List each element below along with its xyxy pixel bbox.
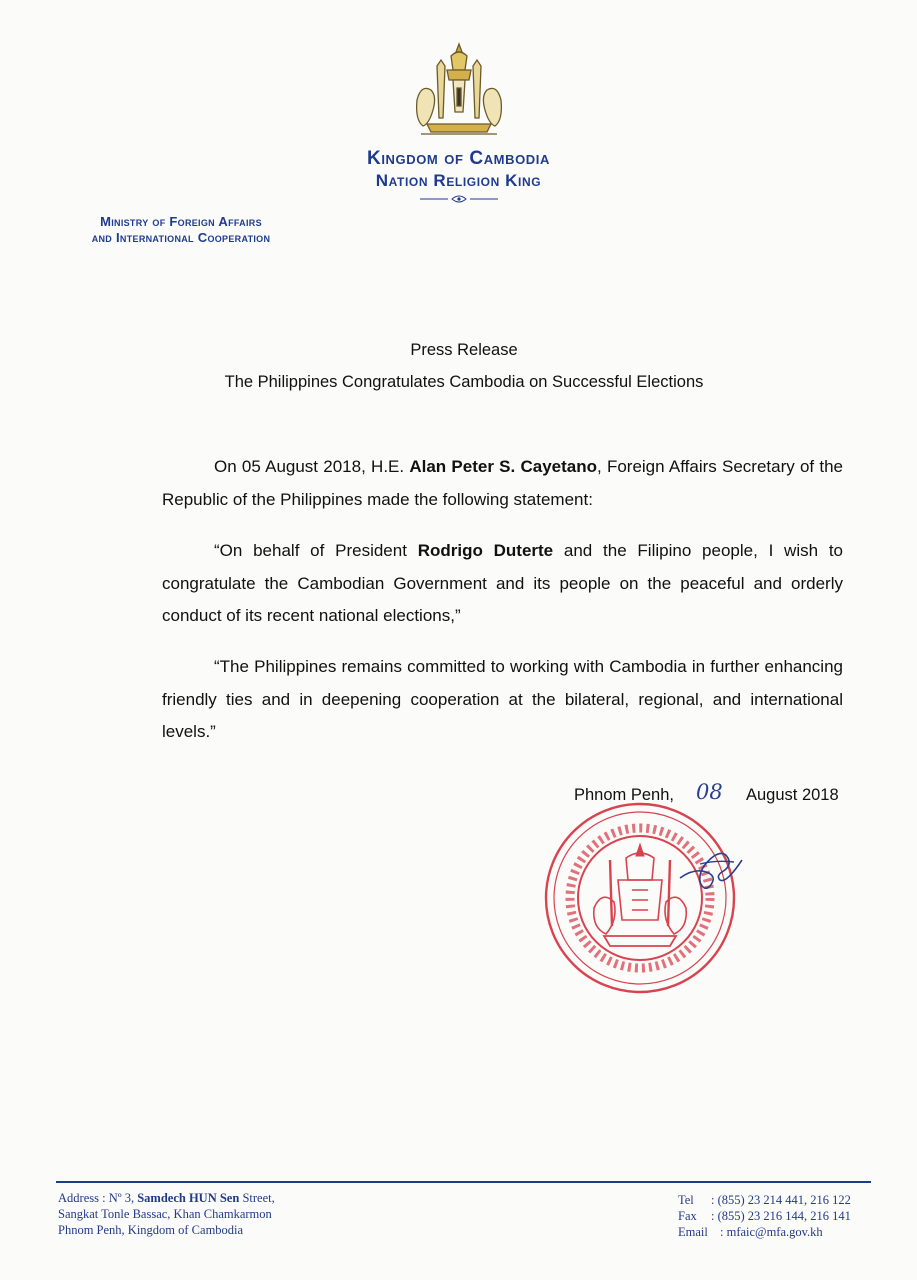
quote1-text-end: and the Filipino people, I wish to congratulate the Cambodian Government and its people on the peaceful and orderly conduct of its recent national elections,”: [162, 541, 844, 625]
address-street-suffix: Street,: [239, 1191, 275, 1205]
email-value: : mfaic@mfa.gov.kh: [720, 1225, 823, 1239]
paragraph-intro: [162, 451, 843, 516]
address-line-2: Sangkat Tonle Bassac, Khan Chamkarmon: [58, 1207, 272, 1221]
footer-contact: [678, 1192, 851, 1240]
email-line: [678, 1224, 851, 1240]
address-prefix: Address : Nº 3,: [58, 1191, 138, 1205]
paragraph-quote-2: “The Philippines remains committed to working with Cambodia in further enhancing friendly ties and in deepening cooperation at the bilateral, regional, and international levels.”: [162, 657, 843, 741]
kingdom-heading: Kingdom of Cambodia: [367, 148, 550, 169]
telephone-line: [678, 1192, 851, 1208]
footer-divider: [56, 1181, 871, 1183]
intro-text-end: , Foreign Affairs Secretary of the Republic of the Philippines made the following statement:: [162, 457, 844, 509]
secretary-name: Alan Peter S. Cayetano: [409, 457, 597, 476]
press-release-label: Press Release: [410, 341, 518, 359]
handwritten-day: 08: [696, 780, 723, 804]
quote1-text-start: “On behalf of President: [214, 541, 418, 560]
president-name: Rodrigo Duterte: [417, 541, 554, 560]
dateline-place: Phnom Penh,: [574, 786, 674, 804]
national-motto: Nation Religion King: [375, 171, 542, 190]
official-seal-stamp: [540, 800, 740, 996]
address-line-1: [58, 1190, 275, 1206]
ministry-line-2: and International Cooperation: [91, 230, 271, 245]
ministry-heading: [56, 214, 306, 246]
fax-label: Fax: [678, 1209, 697, 1223]
email-label: Email: [678, 1225, 708, 1239]
intro-text-start: On 05 August 2018, H.E.: [214, 457, 410, 476]
ornamental-divider: [418, 194, 500, 204]
dateline-month-year: August 2018: [746, 786, 839, 804]
address-line-3: Phnom Penh, Kingdom of Cambodia: [58, 1223, 244, 1237]
address-street-name: Samdech HUN Sen: [137, 1191, 240, 1205]
tel-label: Tel: [678, 1193, 694, 1207]
royal-coat-of-arms-emblem: [407, 40, 511, 140]
ministry-line-1: Ministry of Foreign Affairs: [100, 214, 262, 229]
tel-value: : (855) 23 214 441, 216 122: [711, 1193, 851, 1207]
paragraph-quote-1: [162, 535, 843, 633]
signature-scribble: [670, 838, 750, 898]
fax-value: : (855) 23 216 144, 216 141: [711, 1209, 851, 1223]
footer-address: [58, 1190, 275, 1238]
press-release-title: The Philippines Congratulates Cambodia on Successful Elections: [224, 373, 704, 391]
fax-line: [678, 1208, 851, 1224]
